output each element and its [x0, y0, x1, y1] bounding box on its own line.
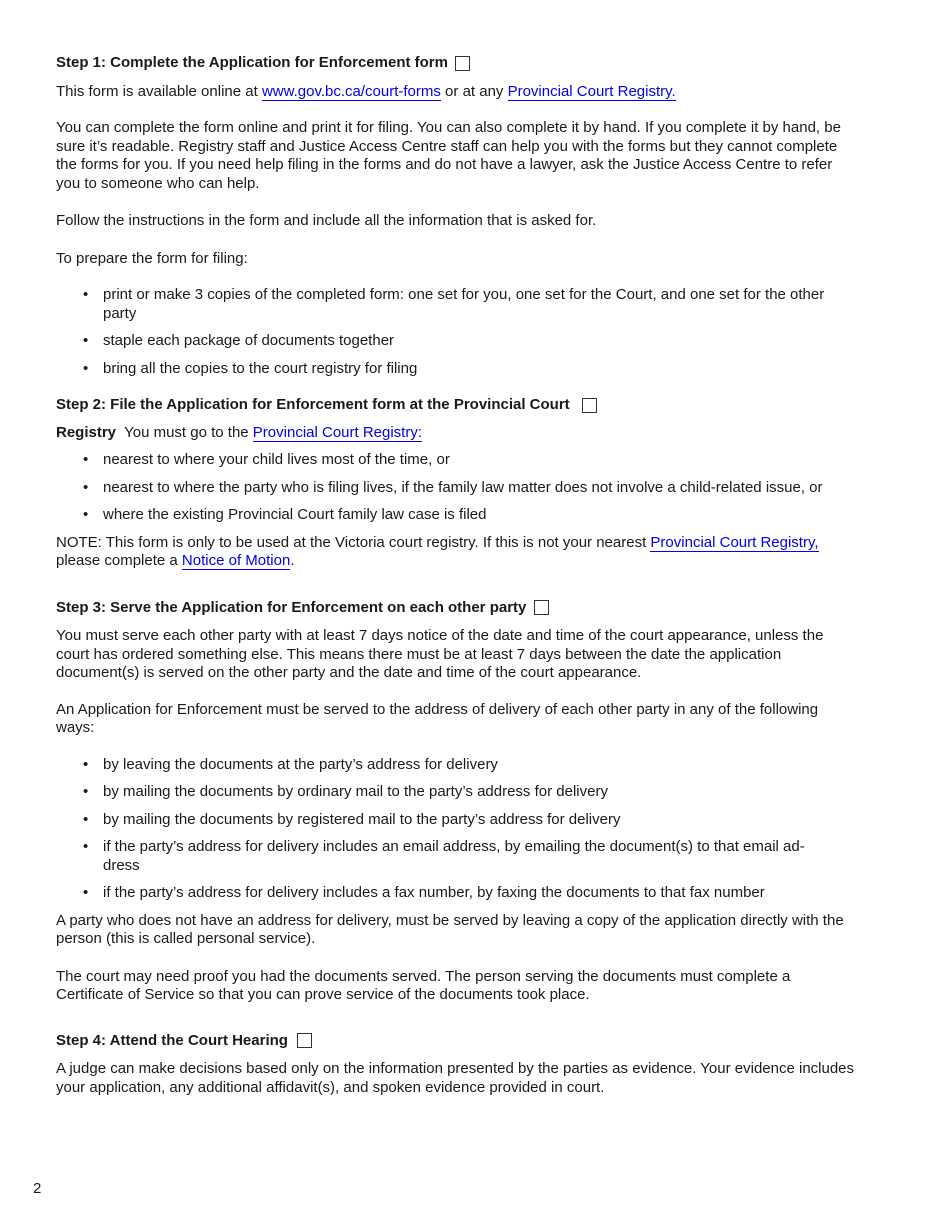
registry-text: You must go to the: [116, 423, 253, 441]
registry-link-step1[interactable]: Provincial Court Registry.: [507, 82, 676, 100]
step3-bullet-list: [56, 756, 856, 903]
note-suffix: .: [290, 552, 295, 569]
step4-heading-text: Step 4: Attend the Court Hearing: [56, 1031, 288, 1049]
list-item: • by mailing the documents by ordinary mail to the party’s address for delivery: [56, 783, 856, 802]
step1-checkbox[interactable]: [455, 56, 470, 71]
availability-prefix: This form is available online at: [56, 82, 262, 100]
step2-note: [56, 534, 856, 571]
step3-personal-paragraph: A party who does not have an address for delivery, must be served by leaving a copy of the application directly with the person (this is called personal service).: [56, 911, 844, 947]
availability-middle: or at any: [440, 82, 508, 100]
step2-heading: [56, 396, 856, 415]
step3-serve-paragraph: You must serve each other party with at least 7 days notice of the date and time of the court appearance, unless the court has ordered something else. This means there must be at least 7 days between the date the application document(s) is served on the other party and the date and time of the court appearance.: [56, 627, 824, 681]
registry-bold: Registry: [56, 423, 117, 441]
step3-checkbox[interactable]: [534, 600, 549, 615]
list-item: • bring all the copies to the court registry for filing: [56, 360, 856, 379]
list-item: • if the party’s address for delivery includes an email address, by emailing the document(s) to that email ad-dress: [56, 838, 856, 875]
list-item: • staple each package of documents together: [56, 332, 856, 351]
note-middle: please complete a: [56, 552, 182, 569]
list-item: • by leaving the documents at the party’s address for delivery: [56, 756, 856, 775]
list-item: • nearest to where your child lives most of the time, or: [56, 451, 856, 470]
step2-heading-text: Step 2: File the Application for Enforcement form at the Provincial Court: [56, 396, 570, 413]
step4-checkbox[interactable]: [297, 1033, 312, 1048]
page-number: 2: [33, 1180, 42, 1197]
registry-link-note[interactable]: Provincial Court Registry,: [650, 533, 819, 551]
list-item: • print or make 3 copies of the completed form: one set for you, one set for the Court, and one set for the other party: [56, 286, 856, 323]
step3-heading: [56, 599, 856, 618]
step1-prepare-paragraph: To prepare the form for filing:: [56, 249, 248, 267]
step3-heading-text: Step 3: Serve the Application for Enforcement on each other party: [56, 598, 527, 616]
note-prefix: NOTE: This form is only to be used at the Victoria court registry. If this is not your nearest: [56, 533, 651, 551]
step1-follow-paragraph: Follow the instructions in the form and include all the information that is asked for.: [56, 212, 597, 229]
list-item: • if the party’s address for delivery includes a fax number, by faxing the documents to that fax number: [56, 884, 856, 903]
step2-bullet-list: [56, 451, 856, 525]
step1-bullet-list: [56, 286, 856, 378]
step2-checkbox[interactable]: [582, 398, 597, 413]
step3-ways-paragraph: An Application for Enforcement must be served to the address of delivery of each other party in any of the following ways:: [56, 700, 819, 736]
list-item: • where the existing Provincial Court family law case is filed: [56, 506, 856, 525]
step2-registry-line: [56, 424, 856, 443]
step4-heading: [56, 1032, 856, 1051]
document-page: [56, 54, 856, 1097]
step1-availability: [56, 83, 856, 102]
step1-heading: [56, 54, 856, 73]
registry-link-step2[interactable]: Provincial Court Registry:: [252, 423, 423, 441]
list-item: • by mailing the documents by registered mail to the party’s address for delivery: [56, 811, 856, 830]
step1-complete-paragraph: You can complete the form online and print it for filing. You can also complete it by hand. If you complete it by hand, be sure it’s readable. Registry staff and Justice Access Centre staff can help you with the forms but they cannot complete the forms for you. If you need help filing in the forms and do not have a lawyer, ask the Justice Access Centre to refer you to someone who can help.: [56, 119, 841, 192]
step3-proof-paragraph: The court may need proof you had the documents served. The person serving the documents must complete a Certificate of Service so that you can prove service of the documents took place.: [56, 967, 791, 1003]
step1-heading-text: Step 1: Complete the Application for Enforcement form: [56, 54, 448, 71]
step4-judge-paragraph: A judge can make decisions based only on the information presented by the parties as evidence. Your evidence includes your application, any additional affidavit(s), and spoken evidence provided in court.: [56, 1060, 855, 1096]
notice-of-motion-link[interactable]: Notice of Motion: [181, 552, 291, 569]
list-item: • nearest to where the party who is filing lives, if the family law matter does not involve a child-related issue, or: [56, 479, 856, 498]
court-forms-link[interactable]: www.gov.bc.ca/court-forms: [261, 82, 441, 100]
